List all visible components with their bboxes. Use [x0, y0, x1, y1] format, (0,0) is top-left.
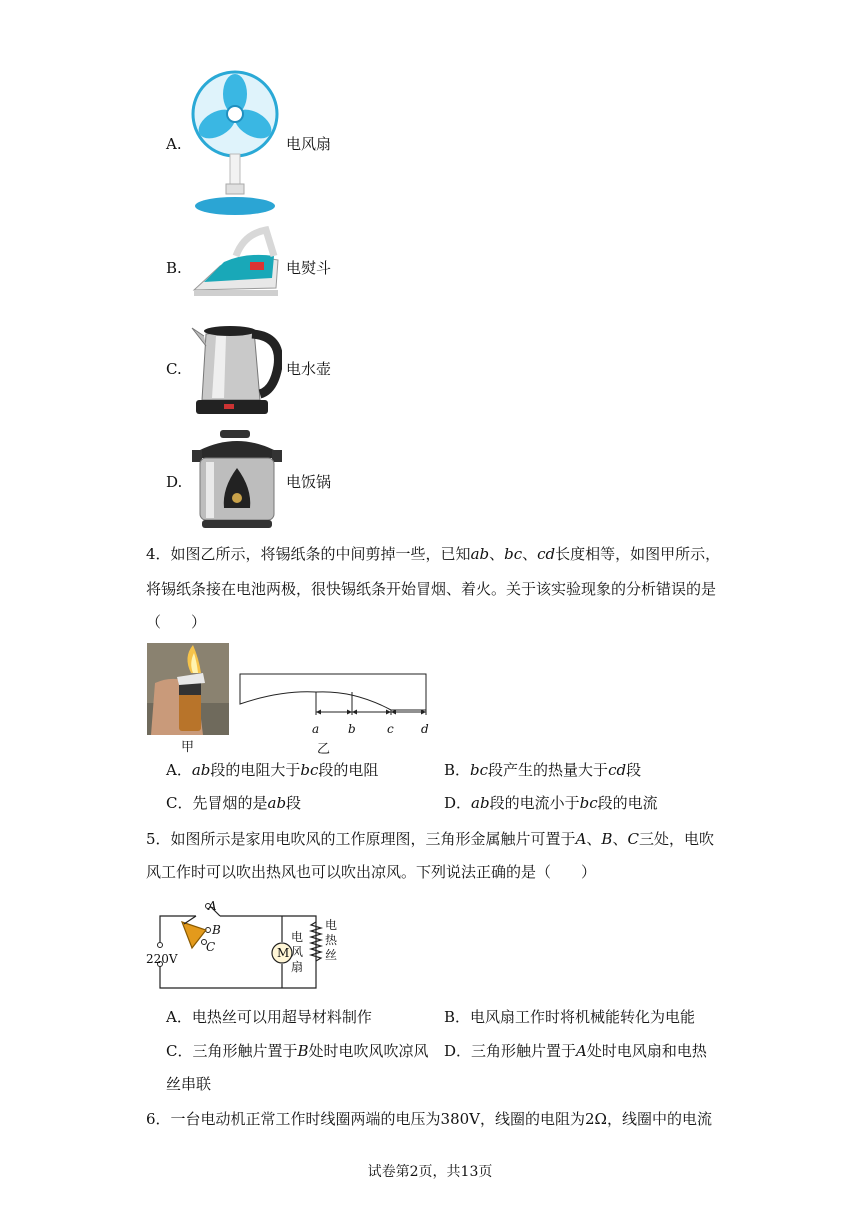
question-5-line-1: 5．如图所示是家用电吹风的工作原理图，三角形金属触片可置于A、B、C三处，电吹 [146, 830, 714, 848]
question-4-line-2: 将锡纸条接在电池两极，很快锡纸条开始冒烟、着火。关于该实验现象的分析错误的是 [146, 580, 717, 598]
option-label: 电风扇 [286, 135, 332, 153]
q4-option-c: C．先冒烟的是ab段 [166, 794, 302, 812]
contact-label-c: C [206, 940, 216, 954]
page-footer: 试卷第2页，共13页 [367, 1164, 493, 1180]
figure-caption-jia: 甲 [181, 740, 195, 755]
electric-iron-icon [190, 226, 282, 306]
question-5-line-2: 风工作时可以吹出热风也可以吹出凉风。下列说法正确的是（ ） [146, 863, 597, 881]
tin-foil-strip-diagram [236, 670, 432, 740]
question-6: 6．一台电动机正常工作时线圈两端的电压为380V，线圈的电阻为2Ω，线圈中的电流 [146, 1110, 712, 1128]
question-4-line-1: 4．如图乙所示，将锡纸条的中间剪掉一些，已知ab、bc、cd长度相等，如图甲所示， [146, 545, 721, 563]
option-label: 电饭锅 [286, 473, 332, 491]
q5-option-d: D．三角形触片置于A处时电风扇和电热 [444, 1042, 707, 1060]
q5-option-d-continued: 丝串联 [166, 1075, 212, 1093]
electric-fan-icon [190, 66, 280, 218]
option-label: 电熨斗 [286, 259, 332, 277]
q4-option-b: B．bc段产生的热量大于cd段 [444, 761, 642, 779]
q5-option-c: C．三角形触片置于B处时电吹风吹凉风 [166, 1042, 429, 1060]
q5-option-a: A．电热丝可以用超导材料制作 [166, 1008, 372, 1026]
voltage-label: 220V [146, 952, 178, 966]
motor-label: M [277, 946, 290, 960]
heater-label: 电 热 丝 [325, 918, 338, 962]
point-label-b: b [348, 722, 356, 736]
question-4-bracket: （ ） [146, 613, 207, 631]
electric-rice-cooker-icon [192, 428, 284, 532]
fan-label: 电 风 扇 [291, 930, 304, 974]
option-letter: C. [166, 360, 182, 378]
contact-label-a: A [208, 899, 217, 913]
q5-option-b: B．电风扇工作时将机械能转化为电能 [444, 1008, 696, 1026]
option-letter: D. [166, 473, 183, 491]
option-label: 电水壶 [286, 360, 332, 378]
hair-dryer-circuit-diagram [148, 892, 348, 994]
contact-label-b: B [212, 923, 221, 937]
figure-caption-yi: 乙 [317, 742, 331, 757]
q4-option-a: A．ab段的电阻大于bc段的电阻 [166, 761, 379, 779]
battery-photo-figure [147, 643, 229, 735]
option-letter: B. [166, 259, 182, 277]
electric-kettle-icon [190, 316, 282, 420]
point-label-a: a [312, 722, 320, 736]
point-label-c: c [387, 722, 394, 736]
point-label-d: d [421, 722, 429, 736]
q4-option-d: D．ab段的电流小于bc段的电流 [444, 794, 658, 812]
option-letter: A. [166, 135, 182, 153]
